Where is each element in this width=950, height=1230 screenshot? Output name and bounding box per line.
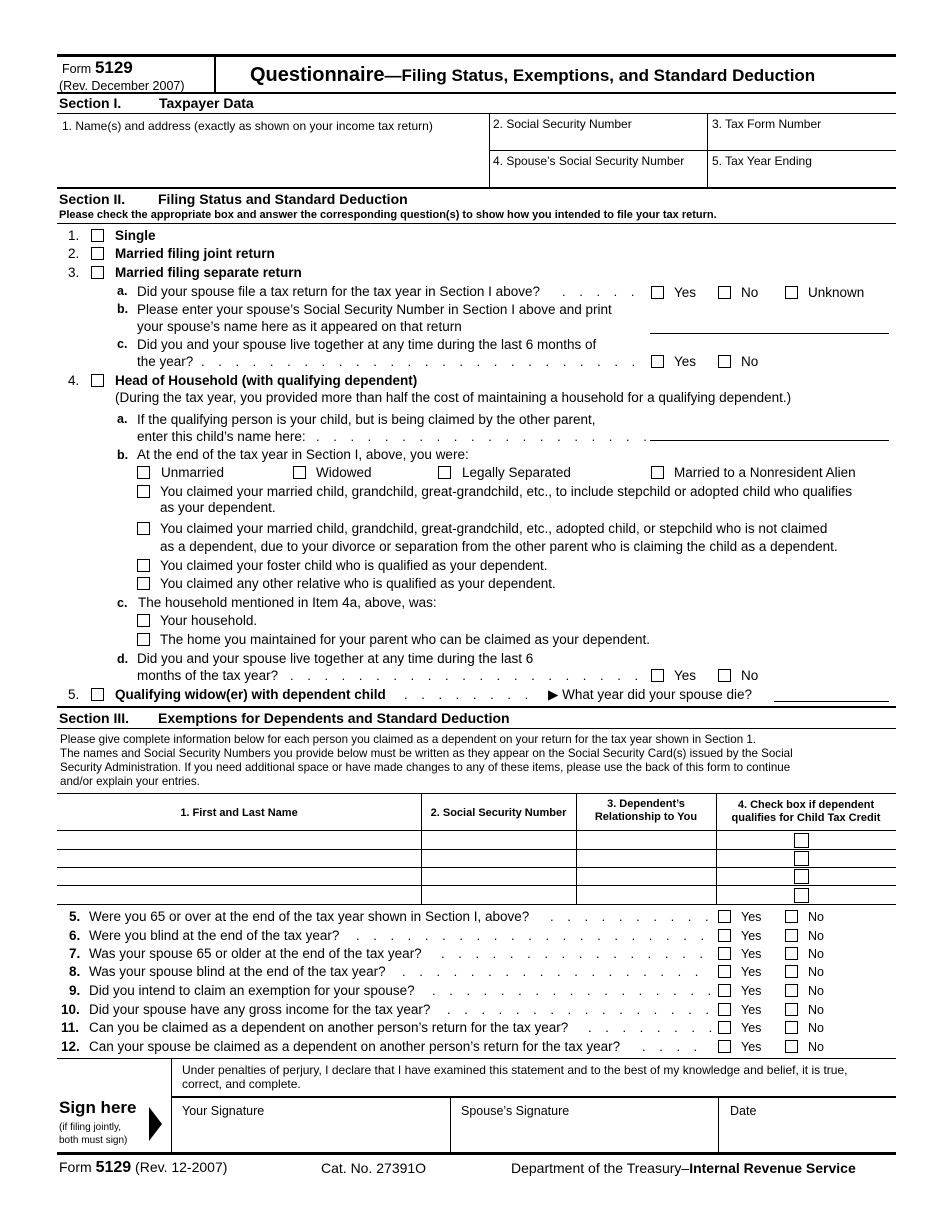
form-title: Questionnaire—Filing Status, Exemptions, and Standard Deduction <box>250 64 816 86</box>
q10-yes-checkbox[interactable] <box>718 1003 731 1016</box>
q10-no-checkbox[interactable] <box>785 1003 798 1016</box>
parent-home-label: The home you maintained for your parent who can be claimed as your dependent. <box>160 632 651 647</box>
qualifying-widow-checkbox[interactable] <box>91 688 104 701</box>
parent-home-checkbox[interactable] <box>137 633 150 646</box>
arrow-right-icon <box>149 1107 162 1141</box>
spouse-name-input[interactable] <box>650 314 893 334</box>
question-number: 5. <box>69 909 81 924</box>
q6-yes-label: Yes <box>741 929 762 943</box>
question-text: Were you 65 or over at the end of the tax year shown in Section I, above? <box>89 909 530 924</box>
q10-yes-label: Yes <box>741 1003 762 1017</box>
question-text: Was your spouse 65 or older at the end of the tax year? <box>89 946 422 961</box>
spouse-ssn-input[interactable] <box>493 168 702 188</box>
q7-yes-label: Yes <box>741 947 762 961</box>
q6-no-checkbox[interactable] <box>785 929 798 942</box>
col-name-header: 1. First and Last Name <box>180 807 298 819</box>
q7-no-label: No <box>808 947 824 961</box>
q4b-text: At the end of the tax year in Section I, above, you were: <box>137 447 469 462</box>
form-revision: (Rev. December 2007) <box>59 79 185 93</box>
dependent-4-ssn-input[interactable] <box>424 887 578 905</box>
spouse-signature-field[interactable] <box>461 1120 717 1150</box>
dependent-4-child-credit-checkbox[interactable] <box>794 888 809 903</box>
dependent-3-child-credit-checkbox[interactable] <box>794 869 809 884</box>
q9-no-label: No <box>808 984 824 998</box>
q11-yes-label: Yes <box>741 1021 762 1035</box>
dependent-4-name-input[interactable] <box>60 887 422 905</box>
section3-intro-line1: Please give complete information below for each person you claimed as a dependent on your return for the tax year shown in Section 1. <box>60 733 757 746</box>
qualifying-widow-label: Qualifying widow(er) with dependent child <box>115 687 386 702</box>
unmarried-label: Unmarried <box>161 465 225 480</box>
your-signature-field[interactable] <box>182 1120 448 1150</box>
section3-intro-line3: Security Administration. If you need additional space or have made changes to any of these items, please use the back of this form to continue <box>60 761 791 774</box>
ssn-label: 2. Social Security Number <box>493 117 632 131</box>
section3-intro-line4: and/or explain your entries. <box>60 775 200 788</box>
your-household-label: Your household. <box>160 613 258 628</box>
dependent-4-relationship-input[interactable] <box>579 887 717 905</box>
question-number: 6. <box>69 928 81 943</box>
footer-department: Department of the Treasury–Internal Revenue Service <box>511 1160 856 1176</box>
claim-foster-child-checkbox[interactable] <box>137 559 150 572</box>
spouse-signature-label: Spouse’s Signature <box>461 1104 570 1118</box>
your-signature-label: Your Signature <box>182 1104 265 1118</box>
widowed-checkbox[interactable] <box>293 466 306 479</box>
q4d-text-line2: months of the tax year? <box>137 668 279 683</box>
q3a-label: a. <box>117 284 128 298</box>
q3a-unknown-checkbox[interactable] <box>785 286 798 299</box>
tax-form-number-label: 3. Tax Form Number <box>712 117 822 131</box>
q3a-no-label: No <box>741 285 759 300</box>
claim-divorce-child-checkbox[interactable] <box>137 522 150 535</box>
q5-no-label: No <box>808 910 824 924</box>
q3c-no-label: No <box>741 354 759 369</box>
claim-married-child-checkbox[interactable] <box>137 485 150 498</box>
q4a-label: a. <box>117 412 128 426</box>
question-number: 12. <box>61 1039 80 1054</box>
perjury-statement-line1: Under penalties of perjury, I declare that I have examined this statement and to the best of my knowledge and belief, it is true, <box>182 1063 848 1077</box>
claim-foster-child-label: You claimed your foster child who is qualified as your dependent. <box>160 558 548 573</box>
tax-year-ending-label: 5. Tax Year Ending <box>712 154 812 168</box>
head-of-household-checkbox[interactable] <box>91 374 104 387</box>
q8-yes-label: Yes <box>741 965 762 979</box>
q3c-label: c. <box>117 337 128 351</box>
q3c-no-checkbox[interactable] <box>718 355 731 368</box>
married-separate-checkbox[interactable] <box>91 266 104 279</box>
q4d-no-label: No <box>741 668 759 683</box>
dependent-2-name-input[interactable] <box>60 851 422 868</box>
dependent-2-ssn-input[interactable] <box>424 851 578 868</box>
section2-instruction: Please check the appropriate box and answer the corresponding question(s) to show how you intended to file your tax return. <box>59 209 717 221</box>
q12-no-checkbox[interactable] <box>785 1040 798 1053</box>
dependent-1-name-input[interactable] <box>60 832 422 850</box>
head-of-household-description: (During the tax year, you provided more than half the cost of maintaining a household for a qualifying dependent.) <box>115 390 792 405</box>
dependent-1-child-credit-checkbox[interactable] <box>794 833 809 848</box>
child-name-input[interactable] <box>650 421 893 441</box>
q3b-text-line2: your spouse’s name here as it appeared on that return <box>137 319 462 334</box>
single-checkbox[interactable] <box>91 229 104 242</box>
section2-title: Filing Status and Standard Deduction <box>158 191 408 207</box>
catalog-number: Cat. No. 27391O <box>321 1160 427 1176</box>
q3b-label: b. <box>117 302 129 316</box>
q3a-no-checkbox[interactable] <box>718 286 731 299</box>
sign-note-line1: (if filing jointly, <box>59 1122 122 1133</box>
item1-number: 1. <box>68 228 80 243</box>
question-number: 8. <box>69 964 81 979</box>
nonresident-alien-checkbox[interactable] <box>651 466 664 479</box>
dependent-3-name-input[interactable] <box>60 869 422 886</box>
spouse-death-year-input[interactable] <box>774 683 893 702</box>
sign-here-label: Sign here <box>59 1098 137 1117</box>
nonresident-alien-label: Married to a Nonresident Alien <box>674 465 856 480</box>
q9-yes-checkbox[interactable] <box>718 984 731 997</box>
dependent-3-ssn-input[interactable] <box>424 869 578 886</box>
q4d-yes-checkbox[interactable] <box>651 669 664 682</box>
q4a-text-line2: enter this child’s name here: <box>137 429 306 444</box>
question-text: Was your spouse blind at the end of the tax year? <box>89 964 386 979</box>
question-text: Did your spouse have any gross income for the tax year? <box>89 1002 431 1017</box>
date-field[interactable] <box>730 1120 894 1150</box>
q5-yes-checkbox[interactable] <box>718 910 731 923</box>
q11-no-checkbox[interactable] <box>785 1021 798 1034</box>
section2-label: Section II. <box>59 191 126 207</box>
col-child-credit-header-line2: qualifies for Child Tax Credit <box>731 812 881 824</box>
q11-no-label: No <box>808 1021 824 1035</box>
q9-yes-label: Yes <box>741 984 762 998</box>
dependent-2-child-credit-checkbox[interactable] <box>794 851 809 866</box>
sign-note-line2: both must sign) <box>59 1135 128 1146</box>
q7-yes-checkbox[interactable] <box>718 947 731 960</box>
form-number: 5129 <box>94 58 133 77</box>
section3-title: Exemptions for Dependents and Standard Deduction <box>158 710 510 726</box>
dependent-1-ssn-input[interactable] <box>424 832 578 850</box>
q3a-unknown-label: Unknown <box>808 285 865 300</box>
question-text: Did you intend to claim an exemption for your spouse? <box>89 983 415 998</box>
q11-yes-checkbox[interactable] <box>718 1021 731 1034</box>
question-text: Can your spouse be claimed as a dependent on another person’s return for the tax year? <box>89 1039 621 1054</box>
q12-yes-label: Yes <box>741 1040 762 1054</box>
q12-yes-checkbox[interactable] <box>718 1040 731 1053</box>
q4d-no-checkbox[interactable] <box>718 669 731 682</box>
name-address-input[interactable] <box>62 135 486 185</box>
dependent-2-relationship-input[interactable] <box>579 851 717 868</box>
widowed-label: Widowed <box>316 465 372 480</box>
q5-yes-label: Yes <box>741 910 762 924</box>
col-ssn-header: 2. Social Security Number <box>430 807 567 819</box>
q4c-text: The household mentioned in Item 4a, above, was: <box>138 595 437 610</box>
married-joint-label: Married filing joint return <box>115 246 275 261</box>
q8-no-label: No <box>808 965 824 979</box>
q3c-text-line2: the year? <box>137 354 194 369</box>
q3a-yes-checkbox[interactable] <box>651 286 664 299</box>
q12-no-label: No <box>808 1040 824 1054</box>
section3-label: Section III. <box>59 710 130 726</box>
legally-separated-label: Legally Separated <box>462 465 571 480</box>
q4b-label: b. <box>117 448 129 462</box>
q6-no-label: No <box>808 929 824 943</box>
footer-form-id: Form 5129 (Rev. 12-2007) <box>59 1159 228 1176</box>
question-text: Were you blind at the end of the tax year? <box>89 928 340 943</box>
section3-intro-line2: The names and Social Security Numbers you provide below must be written as they appear on the Social Security Card(s) issued by the Social <box>60 747 793 760</box>
col-relationship-header-line1: 3. Dependent’s <box>607 798 685 810</box>
item5-number: 5. <box>68 687 80 702</box>
q7-no-checkbox[interactable] <box>785 947 798 960</box>
claim-married-child-line1: You claimed your married child, grandchild, great-grandchild, etc., to include stepchild or adopted child who qualifies <box>160 484 853 499</box>
q4c-label: c. <box>117 596 128 610</box>
item2-number: 2. <box>68 246 80 261</box>
q4d-label: d. <box>117 652 129 666</box>
q9-no-checkbox[interactable] <box>785 984 798 997</box>
q4d-text-line1: Did you and your spouse live together at any time during the last 6 <box>137 651 534 666</box>
married-joint-checkbox[interactable] <box>91 247 104 260</box>
tax-form-number-input[interactable] <box>712 131 896 151</box>
question-text: Can you be claimed as a dependent on another person’s return for the tax year? <box>89 1020 569 1035</box>
q4d-yes-label: Yes <box>674 668 697 683</box>
col-relationship-header-line2: Relationship to You <box>594 811 698 823</box>
perjury-statement-line2: correct, and complete. <box>182 1077 301 1091</box>
single-label: Single <box>115 228 156 243</box>
question-number: 10. <box>61 1002 80 1017</box>
section1-title: Taxpayer Data <box>159 95 254 111</box>
q3c-yes-label: Yes <box>674 354 697 369</box>
dependent-3-relationship-input[interactable] <box>579 869 717 886</box>
q10-no-label: No <box>808 1003 824 1017</box>
form-label: Form 5129 <box>62 58 133 77</box>
q8-no-checkbox[interactable] <box>785 965 798 978</box>
q8-yes-checkbox[interactable] <box>718 965 731 978</box>
spouse-death-year-question: ▶ What year did your spouse die? <box>548 687 752 702</box>
claim-married-child-line2: as your dependent. <box>160 500 276 515</box>
q3c-text-line1: Did you and your spouse live together at any time during the last 6 months of <box>137 337 597 352</box>
tax-year-ending-input[interactable] <box>712 168 896 188</box>
q6-yes-checkbox[interactable] <box>718 929 731 942</box>
spouse-ssn-label: 4. Spouse’s Social Security Number <box>493 154 685 168</box>
name-address-label: 1. Name(s) and address (exactly as shown on your income tax return) <box>62 119 433 133</box>
head-of-household-label: Head of Household (with qualifying dependent) <box>115 373 418 388</box>
section1-label: Section I. <box>59 95 122 111</box>
claim-divorce-child-line2: as a dependent, due to your divorce or separation from the other parent who is claiming the child as a dependent. <box>160 539 838 554</box>
your-household-checkbox[interactable] <box>137 614 150 627</box>
q3b-text-line1: Please enter your spouse’s Social Security Number in Section I above and print <box>137 302 612 317</box>
question-number: 9. <box>69 983 81 998</box>
unmarried-checkbox[interactable] <box>137 466 150 479</box>
legally-separated-checkbox[interactable] <box>438 466 451 479</box>
q5-no-checkbox[interactable] <box>785 910 798 923</box>
question-number: 7. <box>69 946 81 961</box>
item3-number: 3. <box>68 265 80 280</box>
dependent-1-relationship-input[interactable] <box>579 832 717 850</box>
item4-number: 4. <box>68 373 80 388</box>
q3c-yes-checkbox[interactable] <box>651 355 664 368</box>
date-label: Date <box>730 1104 757 1118</box>
col-child-credit-header-line1: 4. Check box if dependent <box>737 799 875 811</box>
married-separate-label: Married filing separate return <box>115 265 302 280</box>
ssn-input[interactable] <box>493 131 702 151</box>
q4a-text-line1: If the qualifying person is your child, but is being claimed by the other parent, <box>137 412 596 427</box>
claim-other-relative-checkbox[interactable] <box>137 577 150 590</box>
q3a-yes-label: Yes <box>674 285 697 300</box>
claim-divorce-child-line1: You claimed your married child, grandchild, great-grandchild, etc., adopted child, or stepchild who is not claimed <box>160 521 828 536</box>
claim-other-relative-label: You claimed any other relative who is qualified as your dependent. <box>160 576 556 591</box>
q3a-text: Did your spouse file a tax return for the tax year in Section I above? <box>137 284 540 299</box>
question-number: 11. <box>61 1020 80 1035</box>
